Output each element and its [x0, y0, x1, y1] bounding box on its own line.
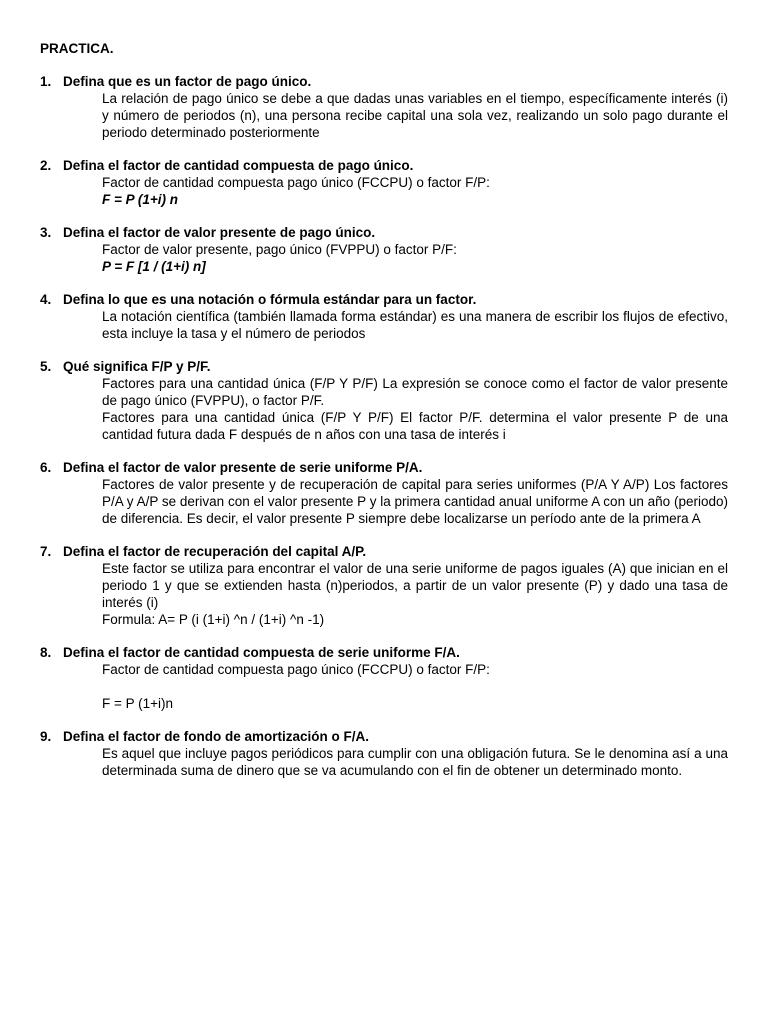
- question-item: [40, 644, 728, 712]
- answer-paragraph: Factor de cantidad compuesta pago único (FCCPU) o factor F/P:: [102, 175, 490, 190]
- question-text: Defina lo que es una notación o fórmula estándar para un factor.: [63, 292, 477, 307]
- question-text: Defina el factor de cantidad compuesta de pago único.: [63, 158, 414, 173]
- answer-block: [102, 308, 728, 342]
- answer-block: [102, 661, 728, 712]
- question-item: [40, 157, 728, 208]
- question-item: [40, 459, 728, 527]
- answer-paragraph: Es aquel que incluye pagos periódicos para cumplir con una obligación futura. Se le denomina así a una determinada suma de dinero que se va acumulando con el fin de obtener un determinado monto.: [102, 746, 728, 778]
- question-number: 6.: [40, 460, 52, 475]
- question-heading: [40, 459, 728, 476]
- question-list: [40, 73, 728, 779]
- answer-paragraph: Factor de valor presente, pago único (FVPPU) o factor P/F:: [102, 242, 457, 257]
- question-number: 9.: [40, 729, 52, 744]
- answer-paragraph: Factor de cantidad compuesta pago único (FCCPU) o factor F/P:: [102, 662, 490, 677]
- question-text: Defina el factor de valor presente de serie uniforme P/A.: [63, 460, 423, 475]
- formula: F = P (1+i) n: [102, 192, 179, 207]
- question-heading: [40, 728, 728, 745]
- question-item: [40, 73, 728, 141]
- answer-paragraph: Factores para una cantidad única (F/P Y P/F) El factor P/F. determina el valor presente P de una cantidad futura dada F después de n años con una tasa de interés i: [102, 410, 728, 442]
- question-heading: [40, 543, 728, 560]
- question-text: Defina el factor de recuperación del capital A/P.: [63, 544, 367, 559]
- question-text: Defina que es un factor de pago único.: [63, 74, 312, 89]
- answer-block: [102, 560, 728, 628]
- answer-paragraph: Factores de valor presente y de recuperación de capital para series uniformes (P/A Y A/P) Los factores P/A y A/P se derivan con el valor presente P y la primera cantidad anual uniforme A con un año (periodo) de diferencia. Es decir, el valor presente P siempre debe localizarse un período ante de la primera A: [102, 477, 728, 526]
- question-text: Defina el factor de valor presente de pago único.: [63, 225, 376, 240]
- question-heading: [40, 291, 728, 308]
- question-number: 1.: [40, 74, 52, 89]
- question-text: Qué significa F/P y P/F.: [63, 359, 211, 374]
- question-text: Defina el factor de cantidad compuesta de serie uniforme F/A.: [63, 645, 460, 660]
- question-item: [40, 291, 728, 342]
- formula: P = F [1 / (1+i) n]: [102, 259, 206, 274]
- answer-block: [102, 90, 728, 141]
- answer-paragraph: La notación científica (también llamada forma estándar) es una manera de escribir los flujos de efectivo, esta incluye la tasa y el número de periodos: [102, 309, 728, 341]
- answer-paragraph: Factores para una cantidad única (F/P Y P/F) La expresión se conoce como el factor de valor presente de pago único (FVPPU), o factor P/F.: [102, 376, 728, 408]
- answer-block: [102, 476, 728, 527]
- question-number: 5.: [40, 359, 52, 374]
- question-text: Defina el factor de fondo de amortización o F/A.: [63, 729, 370, 744]
- question-heading: [40, 157, 728, 174]
- question-item: [40, 224, 728, 275]
- answer-block: [102, 745, 728, 779]
- question-item: [40, 728, 728, 779]
- answer-paragraph: La relación de pago único se debe a que dadas unas variables en el tiempo, específicamente interés (i) y número de periodos (n), una persona recibe capital una sola vez, realizando un solo pago durante el periodo determinado posteriormente: [102, 91, 728, 140]
- question-heading: [40, 644, 728, 661]
- answer-block: [102, 241, 728, 275]
- answer-paragraph: Este factor se utiliza para encontrar el valor de una serie uniforme de pagos iguales (A) que inician en el periodo 1 y que se extienden hasta (n)periodos, a partir de un valor presente (P) y dado una tasa de interés (i): [102, 561, 728, 610]
- page-title: PRACTICA.: [40, 41, 114, 56]
- answer-block: [102, 174, 728, 208]
- question-number: 7.: [40, 544, 52, 559]
- question-heading: [40, 73, 728, 90]
- answer-paragraph: Formula: A= P (i (1+i) ^n / (1+i) ^n -1): [102, 612, 325, 627]
- question-number: 3.: [40, 225, 52, 240]
- answer-block: [102, 375, 728, 443]
- question-item: [40, 358, 728, 443]
- question-heading: [40, 358, 728, 375]
- question-number: 8.: [40, 645, 52, 660]
- question-number: 2.: [40, 158, 52, 173]
- blank-line: [102, 678, 728, 695]
- question-number: 4.: [40, 292, 52, 307]
- question-heading: [40, 224, 728, 241]
- answer-paragraph: F = P (1+i)n: [102, 696, 174, 711]
- question-item: [40, 543, 728, 628]
- document-page: [40, 40, 728, 795]
